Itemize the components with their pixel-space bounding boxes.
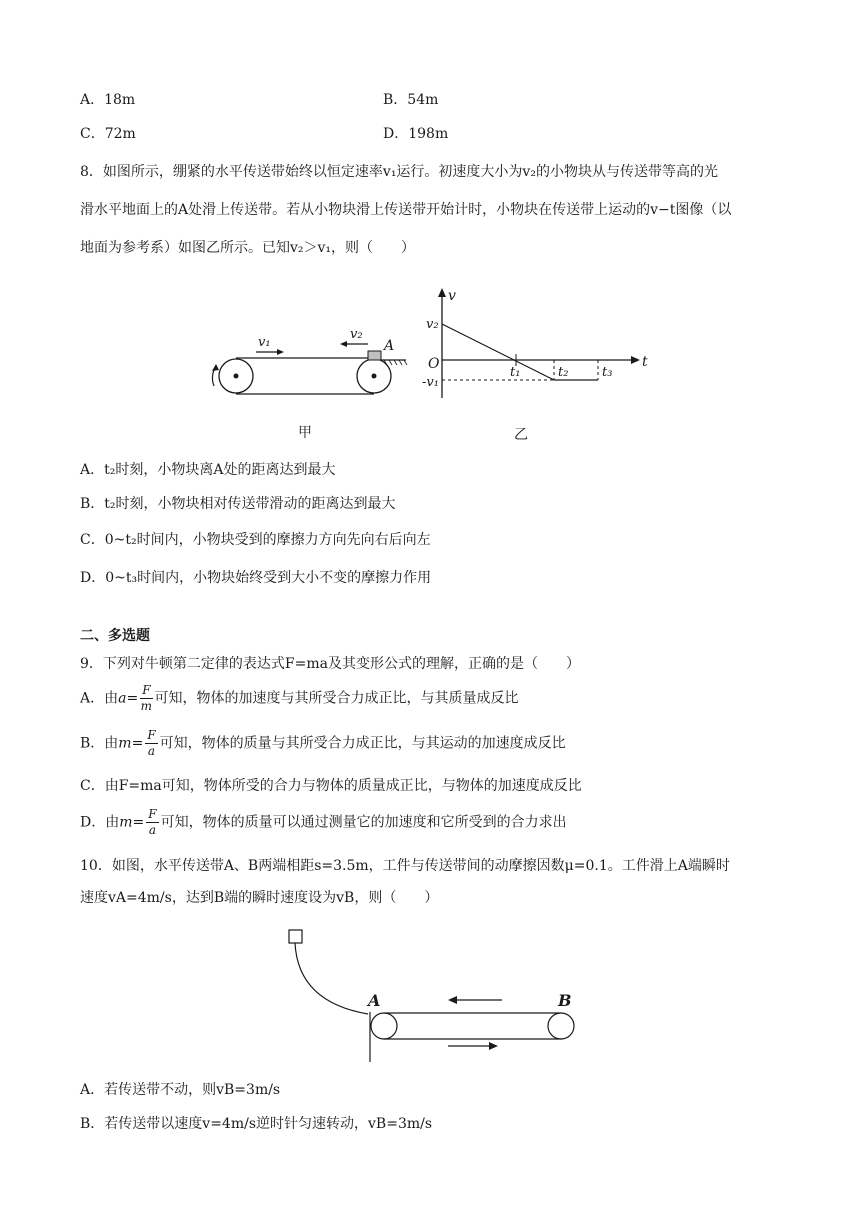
q8-stem-line2: 滑水平地面上的A处滑上传送带。若从小物块滑上传送带开始计时，小物块在传送带上运动的v−t图像（以 (80, 202, 732, 218)
q8-option-d: D．0~t₃时间内，小物块始终受到大小不变的摩擦力作用 (80, 570, 432, 586)
q9-option-b-pre: B．由 (80, 735, 119, 752)
label-v2: v₂ (350, 327, 363, 342)
pulley-a (371, 1013, 397, 1039)
figure-conveyor-q10 (280, 926, 590, 1066)
q7-option-d: D．198m (383, 126, 449, 142)
q9-option-c: C．由F=ma可知，物体所受的合力与物体的质量成正比，与物体的加速度成反比 (80, 778, 582, 794)
label-v1: v₁ (258, 335, 271, 350)
q10-stem-line2: 速度vA=4m/s，达到B端的瞬时速度设为vB，则（ ） (80, 890, 439, 906)
q9-option-d-lhs: m= (119, 814, 145, 831)
q9-option-a-pre: A．由 (80, 690, 119, 707)
tick-t2: t₂ (558, 365, 569, 380)
caption-yi: 乙 (514, 427, 528, 443)
q10-option-b: B．若传送带以速度v=4m/s逆时针匀速转动，vB=3m/s (80, 1116, 433, 1132)
axis-v: v (448, 288, 456, 304)
axis-t: t (642, 354, 648, 370)
label-a: A (384, 338, 395, 354)
tick-neg-v1: -v₁ (422, 375, 439, 390)
q8-stem-line1: 8．如图所示，绷紧的水平传送带始终以恒定速率v₁运行。初速度大小为v₂的小物块从与传送带等高的光 (80, 164, 718, 180)
tick-t3: t₃ (602, 365, 613, 380)
q9-option-a (80, 683, 519, 714)
q9-option-b (80, 728, 566, 759)
q8-option-b: B．t₂时刻，小物块相对传送带滑动的距离达到最大 (80, 496, 396, 512)
q9-option-a-fraction: $\frac{F}{m}$ (140, 683, 153, 713)
q9-option-a-post: 可知，物体的加速度与其所受合力成正比，与其质量成反比 (154, 690, 519, 707)
label-a: A (368, 991, 381, 1010)
q9-option-d-pre: D．由 (80, 814, 120, 831)
q8-stem-line3: 地面为参考系）如图乙所示。已知v₂＞v₁，则（ ） (80, 240, 416, 256)
origin: O (428, 356, 440, 372)
q9-option-b-fraction: $\frac{F}{a}$ (147, 728, 156, 758)
q9-option-d-fraction: $\frac{F}{a}$ (148, 807, 157, 837)
label-b: B (558, 991, 572, 1010)
figure-conveyor-jia (200, 320, 420, 410)
q9-option-b-lhs: m= (118, 735, 144, 752)
workpiece-box (289, 930, 302, 943)
block (368, 351, 381, 360)
q9-stem: 9．下列对牛顿第二定律的表达式F=ma及其变形公式的理解，正确的是（ ） (80, 656, 580, 672)
section-title: 二、多选题 (80, 628, 150, 644)
q8-option-c: C．0~t₂时间内，小物块受到的摩擦力方向先向右后向左 (80, 532, 431, 548)
q8-option-a: A．t₂时刻，小物块离A处的距离达到最大 (80, 462, 336, 478)
caption-jia: 甲 (298, 425, 312, 441)
tick-v2: v₂ (426, 317, 439, 332)
q9-option-a-lhs: a= (118, 690, 139, 707)
q7-option-b: B．54m (383, 92, 439, 108)
q9-option-b-post: 可知，物体的质量与其所受合力成正比，与其运动的加速度成反比 (159, 735, 566, 752)
tick-t1: t₁ (510, 365, 521, 380)
q9-option-d-post: 可知，物体的质量可以通过测量它的加速度和它所受到的合力求出 (160, 814, 567, 831)
q7-option-a: A．18m (80, 92, 136, 108)
q10-option-a: A．若传送带不动，则vB=3m/s (80, 1082, 281, 1098)
figure-vt-graph-yi (418, 284, 658, 404)
q9-option-d (80, 807, 567, 838)
pulley-b (548, 1013, 574, 1039)
q7-option-c: C．72m (80, 126, 136, 142)
q10-stem-line1: 10．如图，水平传送带A、B两端相距s=3.5m，工件与传送带间的动摩擦因数μ=0.1。工件滑上A端瞬时 (80, 858, 730, 874)
